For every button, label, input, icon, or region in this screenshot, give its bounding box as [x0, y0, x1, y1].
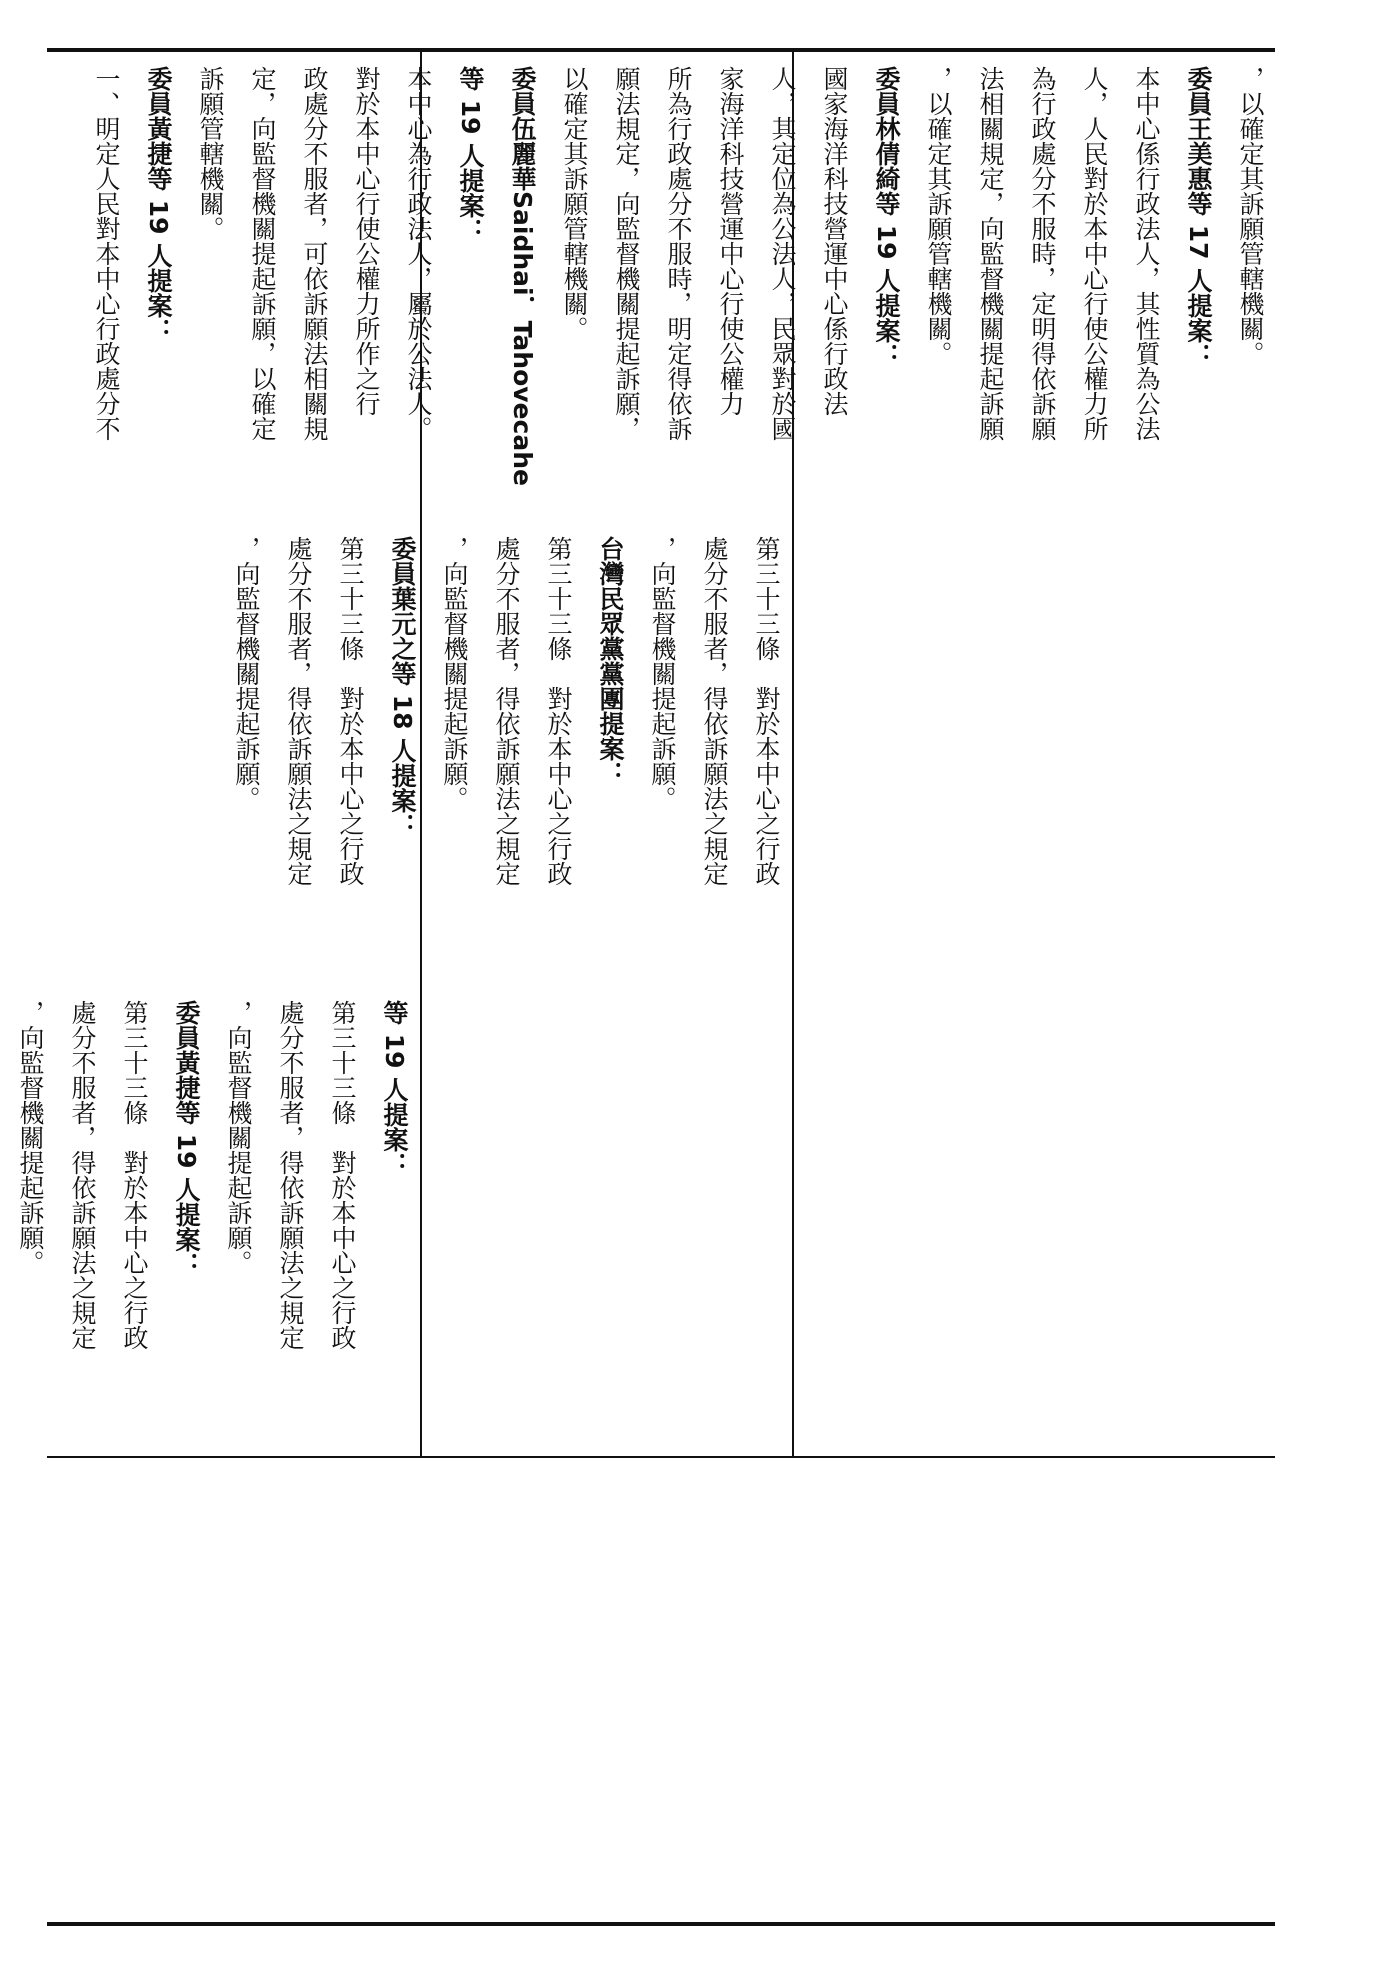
- text-line-middle-4: 第三十三條 對於本中心之行政: [544, 536, 573, 886]
- text-line-right-9: 人，其定位為公法人，民眾對於國: [768, 66, 797, 441]
- text-line-right-6: ，以確定其訴願管轄機關。: [924, 66, 953, 366]
- left-column: [16, 1000, 420, 1446]
- proposer-heading-middle-3: 台灣民眾黨黨團提案：: [596, 536, 625, 786]
- text-line-right-4: 為行政處分不服時，定明得依訴願: [1028, 66, 1057, 441]
- text-line-right-19: 定，向監督機關提起訴願，以確定: [248, 66, 277, 441]
- proposer-heading-right-7: 委員林倩綺等 19 人提案：: [872, 66, 901, 369]
- text-line-middle-5: 處分不服者，得依訴願法之規定: [492, 536, 521, 886]
- text-line-right-20: 訴願管轄機關。: [196, 66, 225, 241]
- text-line-right-22: 一、明定人民對本中心行政處分不: [92, 66, 121, 441]
- proposer-heading-left-4: 委員黃捷等 19 人提案：: [172, 1000, 201, 1278]
- text-line-middle-10: ，向監督機關提起訴願。: [232, 536, 261, 811]
- text-line-right-2: 本中心係行政法人，其性質為公法: [1132, 66, 1161, 441]
- text-line-left-1: 第三十三條 對於本中心之行政: [328, 1000, 357, 1350]
- text-line-left-3: ，向監督機關提起訴願。: [224, 1000, 253, 1275]
- text-line-middle-2: ，向監督機關提起訴願。: [648, 536, 677, 811]
- proposer-heading-middle-7: 委員葉元之等 18 人提案：: [388, 536, 417, 839]
- table-bottom-rule: [47, 1456, 1275, 1458]
- text-line-left-7: ，向監督機關提起訴願。: [16, 1000, 45, 1275]
- page-bottom-rule: [47, 1922, 1275, 1926]
- proposer-heading-left-8: [0, 1000, 4, 1446]
- text-line-right-11: 所為行政處分不服時，明定得依訴: [664, 66, 693, 441]
- proposer-heading-right-1: 委員王美惠等 17 人提案：: [1184, 66, 1213, 369]
- text-line-left-2: 處分不服者，得依訴願法之規定: [276, 1000, 305, 1350]
- text-line-middle-0: 第三十三條 對於本中心之行政: [752, 536, 781, 886]
- text-line-right-16: 本中心為行政法人，屬於公法人。: [404, 66, 433, 441]
- text-line-right-17: 對於本中心行使公權力所作之行: [352, 66, 381, 416]
- text-line-right-10: 家海洋科技營運中心行使公權力: [716, 66, 745, 416]
- text-line-left-6: 處分不服者，得依訴願法之規定: [68, 1000, 97, 1350]
- text-line-middle-6: ，向監督機關提起訴願。: [440, 536, 469, 811]
- text-line-right-13: 以確定其訴願管轄機關。: [560, 66, 589, 341]
- text-line-left-5: 第三十三條 對於本中心之行政: [120, 1000, 149, 1350]
- proposer-heading-left-0: 等 19 人提案：: [380, 1000, 409, 1178]
- text-line-middle-9: 處分不服者，得依訴願法之規定: [284, 536, 313, 886]
- text-line-right-5: 法相關規定，向監督機關提起訴願: [976, 66, 1005, 441]
- text-line-right-8: 國家海洋科技營運中心係行政法: [820, 66, 849, 416]
- text-line-right-0: ，以確定其訴願管轄機關。: [1236, 66, 1265, 366]
- text-line-middle-1: 處分不服者，得依訴願法之規定: [700, 536, 729, 886]
- text-line-right-12: 願法規定，向監督機關提起訴願，: [612, 66, 641, 441]
- proposer-heading-right-15: 等 19 人提案：: [456, 66, 485, 244]
- text-line-right-3: 人，人民對於本中心行使公權力所: [1080, 66, 1109, 441]
- top-rule: [47, 48, 1275, 52]
- proposer-heading-right-14: 委員伍麗華Saidhai．Tahovecahe: [508, 66, 537, 486]
- proposer-heading-right-21: 委員黃捷等 19 人提案：: [144, 66, 173, 344]
- text-line-middle-8: 第三十三條 對於本中心之行政: [336, 536, 365, 886]
- text-line-right-18: 政處分不服者，可依訴願法相關規: [300, 66, 329, 441]
